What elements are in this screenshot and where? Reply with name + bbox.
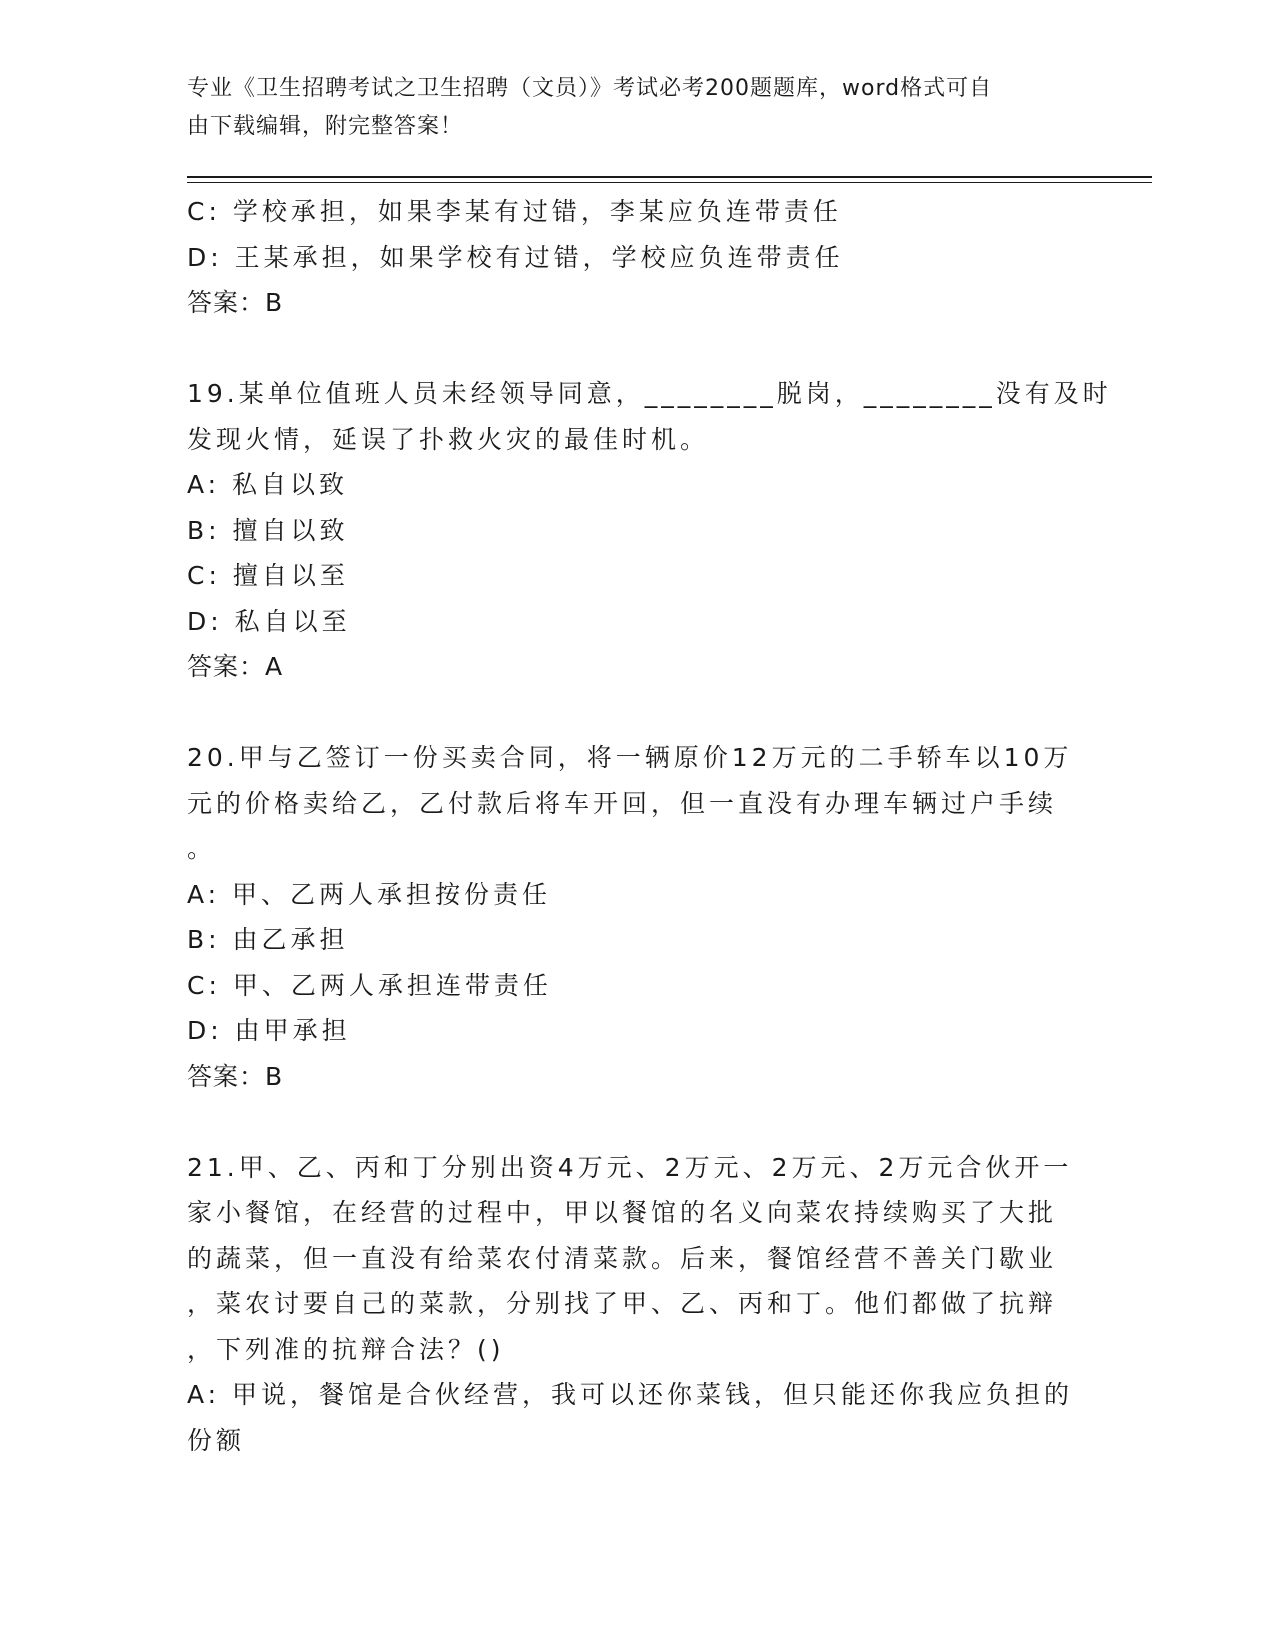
question-21 — [187, 1145, 1087, 1464]
option-c: C: 擅自以至 — [187, 561, 349, 590]
answer-line: 答案：B — [187, 1061, 284, 1091]
answer-line: 答案：A — [187, 652, 284, 681]
question-spacer — [187, 326, 1087, 372]
header-line: 专业《卫生招聘考试之卫生招聘（文员）》考试必考200题题库，word格式可自 — [187, 76, 993, 101]
question-stem-line: 。 — [187, 834, 217, 863]
question-stem-line: 20.甲与乙签订一份买卖合同，将一辆原价12万元的二手轿车以10万 — [187, 743, 1073, 772]
option-c: C: 甲、乙两人承担连带责任 — [187, 970, 552, 1000]
option-d: D: 由甲承担 — [187, 1016, 351, 1045]
option-b: B: 擅自以致 — [187, 515, 349, 545]
option-d: D: 王某承担，如果学校有过错，学校应负连带责任 — [187, 242, 844, 272]
question-stem-line: 19.某单位值班人员未经领导同意，________脱岗，________没有及时 — [187, 379, 1112, 408]
option-c: C: 学校承担，如果李某有过错，李某应负连带责任 — [187, 197, 842, 226]
question-stem-line: 的蔬菜，但一直没有给菜农付清菜款。后来，餐馆经营不善关门歇业 — [187, 1243, 1058, 1273]
answer-line: 答案：B — [187, 288, 284, 317]
option-a: A: 甲说，餐馆是合伙经营，我可以还你菜钱，但只能还你我应负担的 — [187, 1380, 1074, 1409]
option-a-continued: 份额 — [187, 1425, 246, 1455]
question-stem-line: 元的价格卖给乙，乙付款后将车开回，但一直没有办理车辆过户手续 — [187, 788, 1058, 818]
header-divider-thin — [187, 182, 1152, 183]
option-a: A: 私自以致 — [187, 470, 349, 499]
question-stem-line: 家小餐馆，在经营的过程中，甲以餐馆的名义向菜农持续购买了大批 — [187, 1198, 1058, 1227]
question-prev — [187, 189, 1087, 326]
option-b: B: 由乙承担 — [187, 925, 349, 954]
question-stem-line: 发现火情，延误了扑救火灾的最佳时机。 — [187, 424, 710, 454]
header-line: 由下载编辑，附完整答案！ — [187, 114, 464, 139]
question-list — [187, 189, 1112, 1463]
question-stem-line: ，下列准的抗辩合法？() — [187, 1334, 505, 1364]
question-spacer — [187, 1099, 1087, 1145]
document-header — [187, 70, 1067, 146]
question-19 — [187, 371, 1112, 690]
question-spacer — [187, 690, 1087, 736]
question-stem-line: ，菜农讨要自己的菜款，分别找了甲、乙、丙和丁。他们都做了抗辩 — [187, 1289, 1058, 1318]
question-stem-line: 21.甲、乙、丙和丁分别出资4万元、2万元、2万元、2万元合伙开一 — [187, 1152, 1073, 1182]
option-a: A: 甲、乙两人承担按份责任 — [187, 879, 552, 909]
option-d: D: 私自以至 — [187, 606, 351, 636]
question-20 — [187, 735, 1087, 1099]
header-divider-thick — [187, 176, 1152, 178]
